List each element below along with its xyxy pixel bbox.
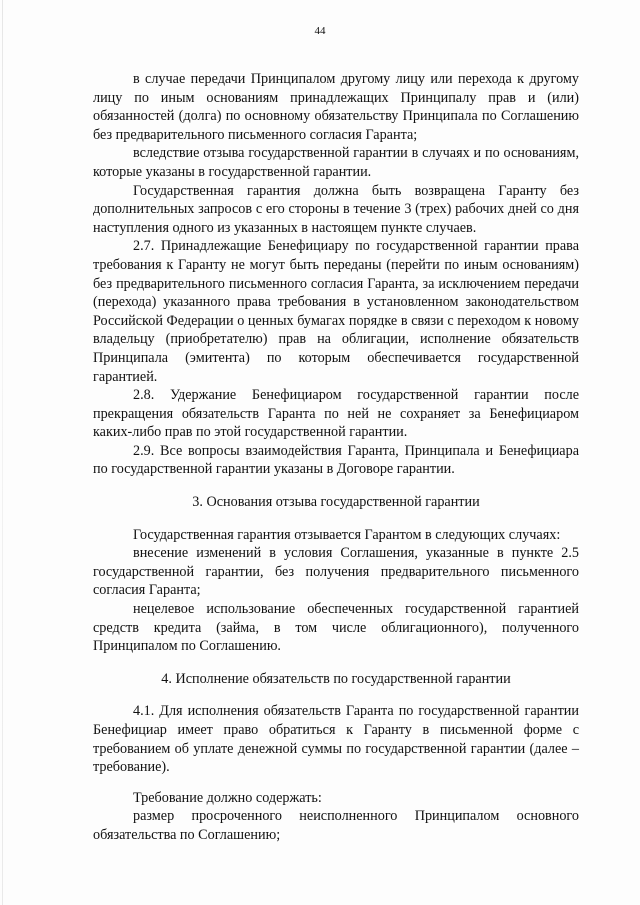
paragraph-clause-2-7: 2.7. Принадлежащие Бенефициару по государственной гарантии права требования к Гаранту не могут быть переданы (перейти по иным основаниям) без предварительного письменного согласия Гаранта, за исключением передачи (перехода) указанного права требования в установленном законодательством Российской Федерации о ценных бумагах порядке в связи с переходом к новому владельцу (приобретателю) прав на облигации, исполнение обязательств Принципала (эмитента) по которым обеспечивается государственной гарантией. [93,238,579,385]
paragraph-revocation-item-2: нецелевое использование обеспеченных государственной гарантией средств кредита (займа, в том числе облигационного), полученного Принципалом по Соглашению. [93,601,579,655]
paragraph-transfer-case: в случае передачи Принципалом другому лицу или перехода к другому лицу по иным основаниям принадлежащих Принципалу прав и (или) обязанностей (долга) по основному обязательству Принципала по Соглашению без предварительного письменного согласия Гаранта; [93,71,579,143]
paragraph-clause-2-9: 2.9. Все вопросы взаимодействия Гаранта, Принципала и Бенефициара по государственной гарантии указаны в Договоре гарантии. [93,442,579,478]
paragraph-clause-4-1: 4.1. Для исполнения обязательств Гаранта по государственной гарантии Бенефициар имеет право обратиться к Гаранту в письменной форме с требованием об уплате денежной суммы по государственной гарантии (далее – требование). [93,703,579,776]
paragraph-revocation-case: вследствие отзыва государственной гарантии в случаях и по основаниям, которые указаны в государственной гарантии. [93,145,579,180]
paragraph-revocation-item-1: внесение изменений в условия Соглашения, указанные в пункте 2.5 государственной гарантии, без получения предварительного письменного согласия Гаранта; [93,545,579,599]
paragraph-requirement-intro: Требование должно содержать: [133,789,322,806]
section-heading-3: 3. Основания отзыва государственной гарантии [192,494,480,511]
scan-edge-line [2,0,3,905]
page-number: 44 [314,25,326,37]
paragraph-revocation-intro: Государственная гарантия отзывается Гарантом в следующих случаях: [133,526,561,543]
paragraph-return-guarantee: Государственная гарантия должна быть возвращена Гаранту без дополнительных запросов с его стороны в течение 3 (трех) рабочих дней со дня наступления одного из указанных в настоящем пункте случаев. [93,182,579,236]
section-heading-4: 4. Исполнение обязательств по государственной гарантии [161,670,511,687]
document-body [93,70,579,845]
paragraph-requirement-item-1: размер просроченного неисполненного Принципалом основного обязательства по Соглашению; [93,808,579,843]
paragraph-clause-2-8: 2.8. Удержание Бенефициаром государственной гарантии после прекращения обязательств Гаранта по ней не сохраняет за Бенефициаром каких-либо прав по этой государственной гарантии. [93,387,579,441]
